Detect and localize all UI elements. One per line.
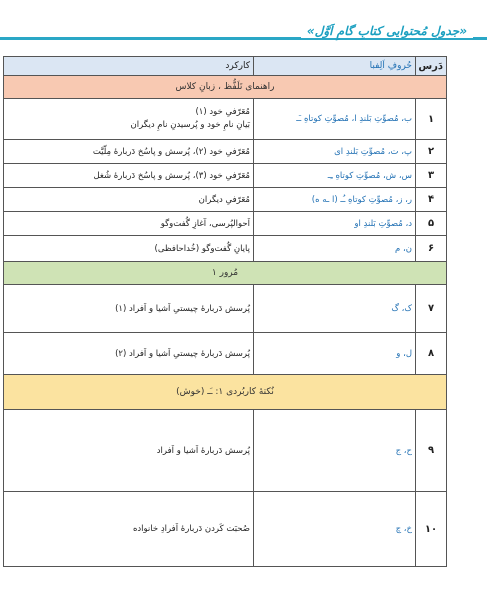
table-row [4, 236, 447, 262]
lesson-usage: مُعَرّفیِ دیگران [4, 188, 254, 212]
lesson-letters: پ، ت، مُصوِّتِ بَلندِ ای [254, 140, 416, 164]
lesson-number: ۵ [416, 212, 447, 236]
review-row [4, 262, 447, 285]
lesson-number: ۹ [416, 410, 447, 492]
table-row [4, 140, 447, 164]
lesson-letters: ل، و [254, 333, 416, 375]
section-label: راهنمای تَلَفُّظ ، زبانِ کلاس [4, 76, 447, 99]
lesson-usage [4, 99, 254, 140]
lesson-number: ۶ [416, 236, 447, 262]
lesson-number: ۷ [416, 285, 447, 333]
header-lesson: دَرس [416, 57, 447, 76]
usage-line: مُعَرّفیِ خود (۱) [195, 107, 250, 117]
lesson-usage: پُرسش دَربارهٔ اَشیا و اَفراد [4, 410, 254, 492]
lesson-number: ۱۰ [416, 492, 447, 567]
table-row [4, 333, 447, 375]
table-row [4, 285, 447, 333]
lesson-usage: اَحوالپُرسی، آغازِ گُفت‌وگو [4, 212, 254, 236]
table-row [4, 188, 447, 212]
lesson-letters: ح، ج [254, 410, 416, 492]
tip-label: نُکتهٔ کاربُردی ۱: ـَـ (خوش) [4, 375, 447, 410]
lesson-letters: س، ش، مُصوِّتِ کوتاهِ ـِـ [254, 164, 416, 188]
table-row [4, 212, 447, 236]
lesson-number: ۲ [416, 140, 447, 164]
lesson-number: ۱ [416, 99, 447, 140]
lesson-letters: ب، مُصوِّتِ بَلندِ ا، مُصوِّتِ کوتاهِ ـَـ [254, 99, 416, 140]
lesson-letters: ک، گ [254, 285, 416, 333]
table-row [4, 99, 447, 140]
lesson-usage: پایانِ گُفت‌وگو (خُداحافظی) [4, 236, 254, 262]
lesson-number: ۴ [416, 188, 447, 212]
header-letters: حُروفِ اَلِفبا [254, 57, 416, 76]
lesson-number: ۳ [416, 164, 447, 188]
header-usage: کارکرد [4, 57, 254, 76]
lesson-usage: مُعَرّفیِ خود (۲)، پُرسش و پاسُخ دَربارهٔ مِلّیَّت [4, 140, 254, 164]
usage-line: بَیانِ نامِ خود و پُرسیدنِ نامِ دیگران [130, 120, 250, 130]
lesson-usage: پُرسش دَربارهٔ چیستیِ اَشیا و اَفراد (۱) [4, 285, 254, 333]
lesson-letters: خ، چ [254, 492, 416, 567]
tip-row [4, 375, 447, 410]
table-row [4, 492, 447, 567]
lesson-number: ۸ [416, 333, 447, 375]
table-row [4, 164, 447, 188]
lesson-letters: ن، م [254, 236, 416, 262]
table-row [4, 410, 447, 492]
lesson-letters: د، مُصوِّتِ بَلندِ او [254, 212, 416, 236]
lesson-usage: پُرسش دَربارهٔ چیستیِ اَشیا و اَفراد (۲) [4, 333, 254, 375]
header-row [4, 57, 447, 76]
lesson-letters: ر، ز، مُصوِّتِ کوتاهِ ـُـ (ا ـه ه) [254, 188, 416, 212]
lesson-usage: صُحبَت کَردن دَربارهٔ اَفرادِ خانواده [4, 492, 254, 567]
lesson-usage: مُعَرّفیِ خود (۳)، پُرسش و پاسُخ دَربارهٔ شُغل [4, 164, 254, 188]
section-row [4, 76, 447, 99]
page-title: «جدولِ مُحتوایی کتابِ گامِ اَوَّل» [301, 24, 473, 38]
content-table [3, 56, 447, 567]
review-label: مُرور ۱ [4, 262, 447, 285]
